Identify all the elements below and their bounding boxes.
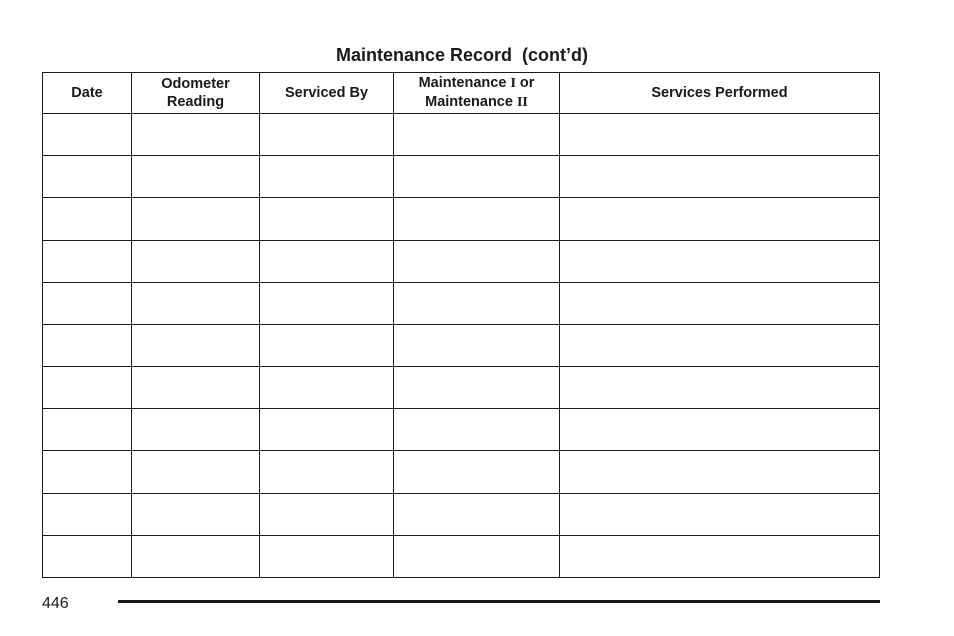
header-maint-line2-prefix: Maintenance bbox=[425, 94, 517, 110]
serviced-by-cell bbox=[260, 493, 394, 535]
odometer-cell bbox=[132, 114, 260, 156]
date-cell bbox=[43, 367, 132, 409]
date-cell bbox=[43, 114, 132, 156]
serviced-by-cell bbox=[260, 409, 394, 451]
serviced-by-cell bbox=[260, 282, 394, 324]
maintenance-cell bbox=[394, 409, 560, 451]
table-row bbox=[43, 240, 880, 282]
date-cell bbox=[43, 409, 132, 451]
maintenance-cell bbox=[394, 240, 560, 282]
maintenance-cell bbox=[394, 324, 560, 366]
maintenance-cell bbox=[394, 114, 560, 156]
header-maint-numeral-2: II bbox=[516, 95, 528, 110]
odometer-cell bbox=[132, 240, 260, 282]
serviced-by-cell bbox=[260, 114, 394, 156]
odometer-cell bbox=[132, 282, 260, 324]
table-row bbox=[43, 493, 880, 535]
services-cell bbox=[560, 451, 880, 493]
services-cell bbox=[560, 156, 880, 198]
header-serviced-by: Serviced By bbox=[260, 73, 394, 114]
services-cell bbox=[560, 282, 880, 324]
odometer-cell bbox=[132, 198, 260, 240]
header-maintenance-type bbox=[394, 73, 560, 114]
maintenance-cell bbox=[394, 282, 560, 324]
header-maint-line1-prefix: Maintenance bbox=[418, 75, 511, 91]
header-odometer-line1: Odometer bbox=[161, 76, 230, 92]
services-cell bbox=[560, 324, 880, 366]
date-cell bbox=[43, 156, 132, 198]
table-row bbox=[43, 114, 880, 156]
maintenance-cell bbox=[394, 493, 560, 535]
services-cell bbox=[560, 367, 880, 409]
odometer-cell bbox=[132, 367, 260, 409]
table-row bbox=[43, 324, 880, 366]
date-cell bbox=[43, 535, 132, 577]
date-cell bbox=[43, 198, 132, 240]
date-cell bbox=[43, 282, 132, 324]
odometer-cell bbox=[132, 409, 260, 451]
maintenance-cell bbox=[394, 451, 560, 493]
services-cell bbox=[560, 198, 880, 240]
record-rows bbox=[43, 114, 880, 578]
maintenance-cell bbox=[394, 535, 560, 577]
header-odometer-reading bbox=[132, 73, 260, 114]
odometer-cell bbox=[132, 324, 260, 366]
header-maint-numeral-1: I bbox=[510, 76, 516, 91]
serviced-by-cell bbox=[260, 367, 394, 409]
header-odometer-line2: Reading bbox=[166, 94, 225, 110]
header-date: Date bbox=[43, 73, 132, 114]
odometer-cell bbox=[132, 493, 260, 535]
services-cell bbox=[560, 409, 880, 451]
header-maint-line1-suffix: or bbox=[515, 75, 535, 91]
header-row bbox=[43, 73, 880, 114]
maintenance-cell bbox=[394, 367, 560, 409]
services-cell bbox=[560, 535, 880, 577]
header-services-performed: Services Performed bbox=[560, 73, 880, 114]
table-row bbox=[43, 282, 880, 324]
serviced-by-cell bbox=[260, 240, 394, 282]
maintenance-record-table bbox=[42, 72, 880, 578]
page-number: 446 bbox=[42, 595, 69, 612]
serviced-by-cell bbox=[260, 535, 394, 577]
services-cell bbox=[560, 114, 880, 156]
page-title: Maintenance Record (cont’d) bbox=[335, 45, 589, 65]
maintenance-cell bbox=[394, 156, 560, 198]
table-row bbox=[43, 367, 880, 409]
table-row bbox=[43, 451, 880, 493]
services-cell bbox=[560, 493, 880, 535]
table-row bbox=[43, 535, 880, 577]
table-row bbox=[43, 198, 880, 240]
serviced-by-cell bbox=[260, 198, 394, 240]
date-cell bbox=[43, 493, 132, 535]
table-row bbox=[43, 409, 880, 451]
services-cell bbox=[560, 240, 880, 282]
odometer-cell bbox=[132, 535, 260, 577]
table-row bbox=[43, 156, 880, 198]
serviced-by-cell bbox=[260, 156, 394, 198]
date-cell bbox=[43, 240, 132, 282]
odometer-cell bbox=[132, 451, 260, 493]
serviced-by-cell bbox=[260, 324, 394, 366]
date-cell bbox=[43, 451, 132, 493]
odometer-cell bbox=[132, 156, 260, 198]
maintenance-cell bbox=[394, 198, 560, 240]
footer-rule bbox=[118, 600, 880, 603]
date-cell bbox=[43, 324, 132, 366]
serviced-by-cell bbox=[260, 451, 394, 493]
